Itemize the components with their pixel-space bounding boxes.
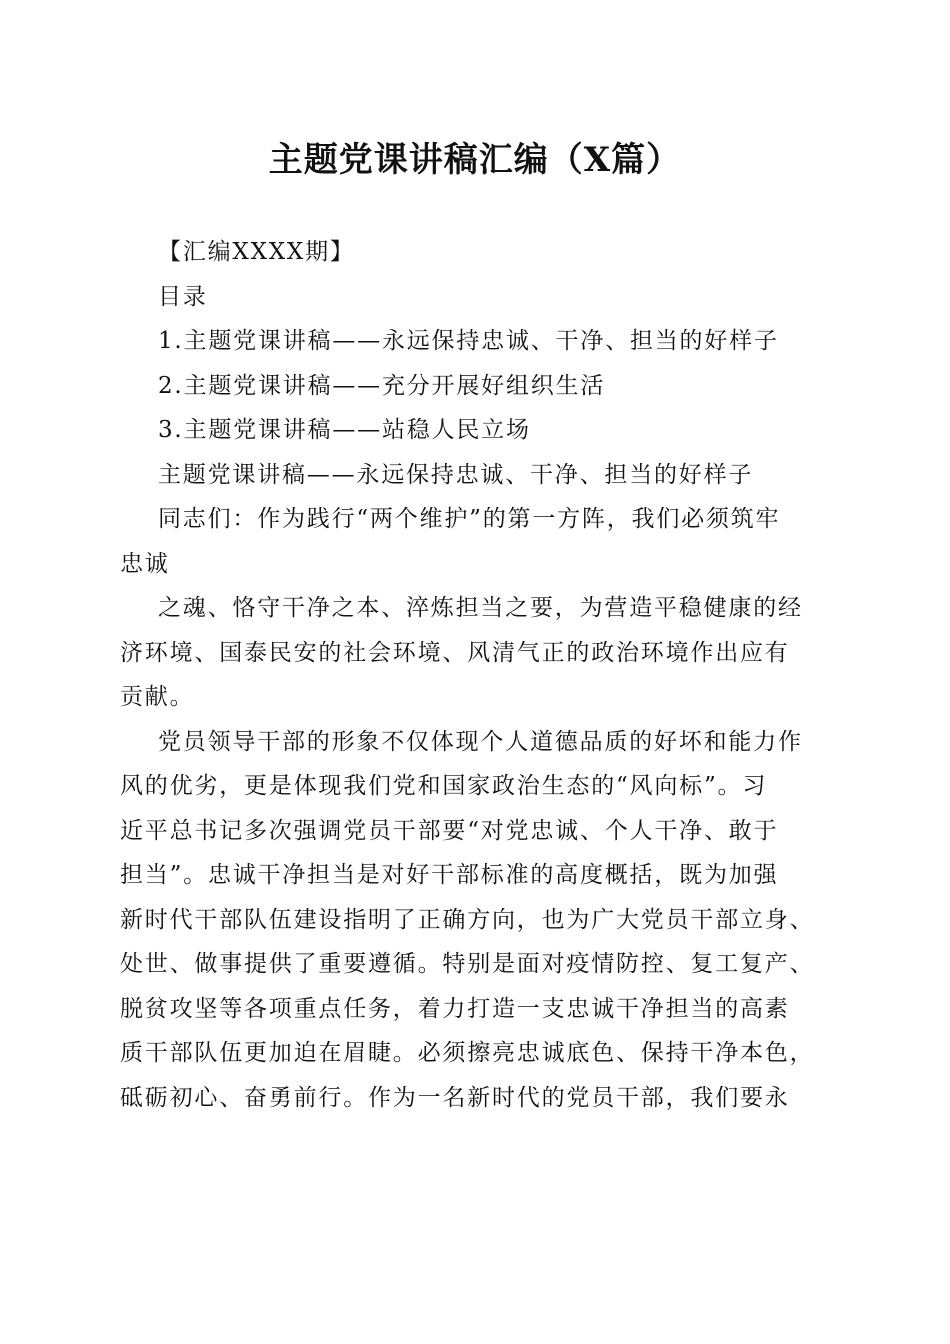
document-body [120,230,832,1120]
toc-heading: 目录 [158,283,208,310]
toc-item: 1.主题党课讲稿——永远保持忠诚、干净、担当的好样子 [158,328,779,354]
paragraph-line: 新时代干部队伍建设指明了正确方向，也为广大党员干部立身、 [120,906,815,933]
paragraph-line: 质干部队伍更加迫在眉睫。必须擦亮忠诚底色、保持干净本色， [120,1040,815,1066]
paragraph-line: 近平总书记多次强调党员干部要“对党忠诚、个人干净、敢于 [120,817,779,844]
paragraph-line: 脱贫攻坚等各项重点任务，着力打造一支忠诚干净担当的高素 [120,995,790,1022]
toc-item: 2.主题党课讲稿——充分开展好组织生活 [158,372,606,399]
paragraph-line: 同志们：作为践行“两个维护”的第一方阵，我们必须筑牢 [158,506,781,532]
paragraph-line: 党员领导干部的形象不仅体现个人道德品质的好坏和能力作 [158,728,803,755]
paragraph-line: 贡献。 [120,684,195,710]
document-title: 主题党课讲稿汇编（X篇） [268,140,682,180]
paragraph-line: 处世、做事提供了重要遵循。特别是面对疫情防控、复工复产、 [120,951,815,977]
issue-label: 【汇编XXXX期】 [158,239,355,265]
paragraph-line: 风的优劣，更是体现我们党和国家政治生态的“风向标”。习 [120,773,768,799]
paragraph-line: 担当”。忠诚干净担当是对好干部标准的高度概括，既为加强 [120,862,779,888]
toc-item: 3.主题党课讲稿——站稳人民立场 [158,417,531,443]
section-heading: 主题党课讲稿——永远保持忠诚、干净、担当的好样子 [158,461,754,488]
paragraph-line: 忠诚 [120,550,170,577]
paragraph-line: 济环境、国泰民安的社会环境、风清气正的政治环境作出应有 [120,639,790,666]
paragraph-line: 之魂、恪守干净之本、淬炼担当之要，为营造平稳健康的经 [158,595,803,621]
paragraph-line: 砥砺初心、奋勇前行。作为一名新时代的党员干部，我们要永 [120,1084,790,1111]
